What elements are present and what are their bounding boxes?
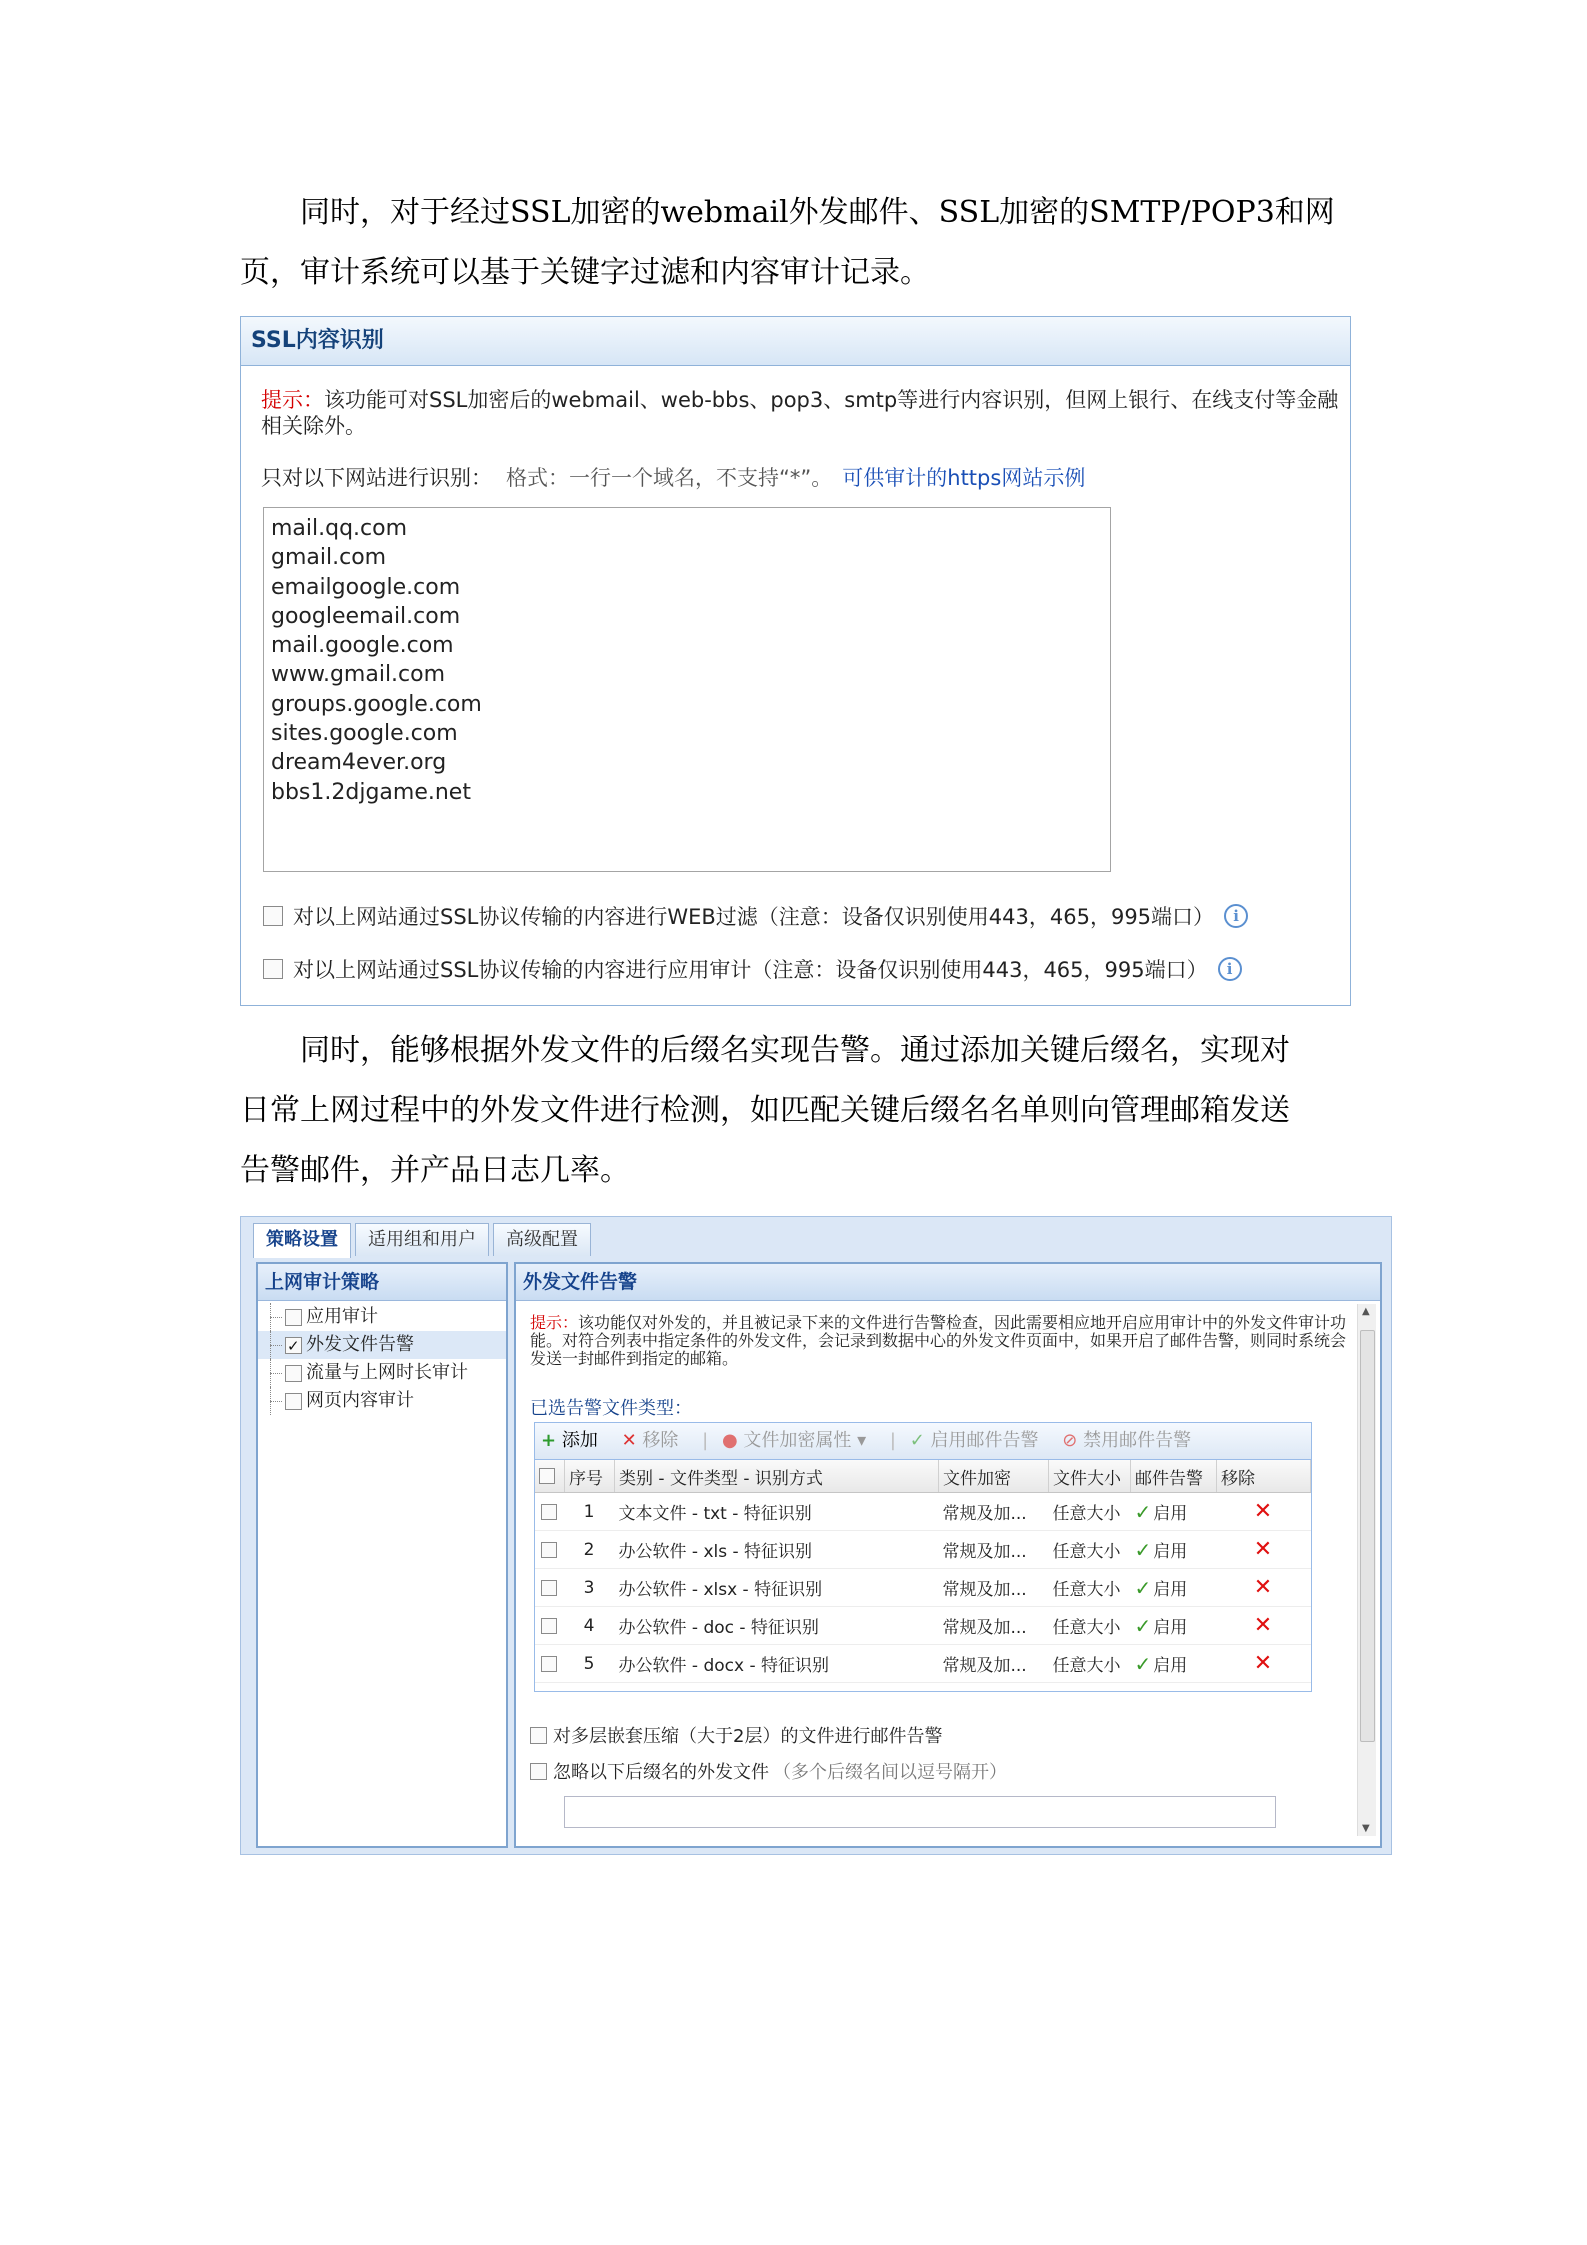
file-alert-title: 外发文件告警 — [516, 1264, 1380, 1301]
remove-row-icon[interactable]: ✕ — [1253, 1651, 1273, 1676]
tab-bar — [253, 1223, 595, 1257]
block-icon: ⊘ — [1062, 1430, 1078, 1451]
only-label: 只对以下网站进行识别： — [261, 466, 492, 490]
table-header-row — [535, 1460, 1311, 1493]
select-all-checkbox[interactable] — [539, 1468, 555, 1484]
row-checkbox[interactable] — [541, 1542, 557, 1558]
encrypt-attr-button[interactable]: ● 文件加密属性 ▾ — [721, 1430, 867, 1451]
enable-alert-button[interactable]: ✓ 启用邮件告警 — [909, 1430, 1039, 1451]
check-icon: ✓ — [1134, 1500, 1152, 1524]
row-checkbox[interactable] — [541, 1580, 557, 1596]
col-remove: 移除 — [1217, 1460, 1311, 1493]
row-checkbox[interactable] — [541, 1656, 557, 1672]
ignore-ext-checkbox[interactable] — [530, 1763, 547, 1780]
mail-alert-cell[interactable]: ✓ 启用 — [1131, 1531, 1217, 1569]
toolbar-divider: | — [889, 1430, 896, 1451]
https-example-link[interactable]: 可供审计的https网站示例 — [842, 466, 1086, 490]
domain-line: gmail.com — [271, 545, 387, 571]
tree-checkbox[interactable] — [285, 1309, 302, 1326]
delete-icon: ✕ — [621, 1430, 637, 1451]
remove-row-icon[interactable]: ✕ — [1253, 1613, 1273, 1638]
tip-label: 提示： — [261, 388, 324, 412]
alert-paragraph: 同时，能够根据外发文件的后缀名实现告警。通过添加关键后缀名，实现对 日常上网过程中的外发文件进行检测，如匹配关键后缀名名单则向管理邮箱发送 告警邮件，并产品日志几率。 — [240, 1033, 1290, 1188]
nested-archive-checkbox[interactable] — [530, 1727, 547, 1744]
warning-icon: ● — [721, 1430, 738, 1451]
app-audit-label: 对以上网站通过SSL协议传输的内容进行应用审计（注意：设备仅识别使用443，465，995端口） — [293, 958, 1208, 982]
add-button[interactable]: + 添加 — [541, 1430, 598, 1451]
domain-line: bbs1.2djgame.net — [271, 779, 471, 805]
nested-archive-option: 对多层嵌套压缩（大于2层）的文件进行邮件告警 — [530, 1722, 942, 1748]
ignore-ext-option: 忽略以下后缀名的外发文件 （多个后缀名间以逗号隔开） — [530, 1758, 1007, 1784]
intro-paragraph: 同时，对于经过SSL加密的webmail外发邮件、SSL加密的SMTP/POP3和网 页，审计系统可以基于关键字过滤和内容审计记录。 — [240, 195, 1335, 290]
table-row[interactable]: 1 文本文件 - txt - 特征识别 常规及加... 任意大小 ✓ 启用 ✕ — [535, 1493, 1311, 1531]
check-icon: ✓ — [1134, 1652, 1152, 1676]
scroll-down-icon[interactable]: ▼ — [1362, 1823, 1370, 1834]
info-icon[interactable]: i — [1218, 957, 1242, 981]
select-all-header — [535, 1460, 565, 1493]
domain-line: mail.qq.com — [271, 516, 408, 541]
remove-row-icon[interactable]: ✕ — [1253, 1537, 1273, 1562]
web-filter-label: 对以上网站通过SSL协议传输的内容进行WEB过滤（注意：设备仅识别使用443，465，995端口） — [293, 905, 1215, 929]
site-list-label-row — [261, 462, 1085, 492]
col-mail-alert: 邮件告警 — [1131, 1460, 1217, 1493]
table-row[interactable]: 3 办公软件 - xlsx - 特征识别 常规及加... 任意大小 ✓ 启用 ✕ — [535, 1569, 1311, 1607]
col-type: 类别 - 文件类型 - 识别方式 — [615, 1460, 939, 1493]
tree-item-traffic-audit[interactable]: 流量与上网时长审计 — [258, 1359, 506, 1387]
disable-alert-button[interactable]: ⊘ 禁用邮件告警 — [1062, 1430, 1192, 1451]
scroll-up-icon[interactable]: ▲ — [1362, 1306, 1370, 1317]
info-icon[interactable]: i — [1224, 904, 1248, 928]
remove-row-icon[interactable]: ✕ — [1253, 1499, 1273, 1524]
tree-checkbox-checked[interactable] — [285, 1337, 302, 1354]
plus-icon: + — [541, 1430, 557, 1451]
tree-item-app-audit[interactable]: 应用审计 — [258, 1303, 506, 1331]
check-icon: ✓ — [1134, 1614, 1152, 1638]
web-filter-checkbox[interactable] — [263, 906, 283, 926]
check-icon: ✓ — [909, 1430, 925, 1451]
mail-alert-cell[interactable]: ✓ 启用 — [1131, 1569, 1217, 1607]
check-icon: ✓ — [1134, 1576, 1152, 1600]
vertical-scrollbar[interactable] — [1357, 1304, 1376, 1836]
domain-line: www.gmail.com — [271, 662, 446, 688]
col-encrypt: 文件加密 — [939, 1460, 1049, 1493]
table-row[interactable]: 4 办公软件 - doc - 特征识别 常规及加... 任意大小 ✓ 启用 ✕ — [535, 1607, 1311, 1645]
domain-line: googleemail.com — [271, 603, 461, 629]
row-checkbox[interactable] — [541, 1618, 557, 1634]
web-filter-option — [263, 901, 1248, 931]
mail-alert-cell[interactable]: ✓ 启用 — [1131, 1645, 1217, 1683]
file-alert-tip: 提示：该功能仅对外发的，并且被记录下来的文件进行告警检查，因此需要相应地开启应用审计中的外发文件审计功能。对符合列表中指定条件的外发文件，会记录到数据中心的外发文件页面中，如果开启了邮件告警，则同时系统会发送一封邮件到指定的邮箱。 — [530, 1313, 1347, 1368]
domain-line: emailgoogle.com — [271, 574, 461, 600]
domain-line: groups.google.com — [271, 691, 482, 717]
policy-tree-panel — [256, 1262, 508, 1848]
mail-alert-cell[interactable]: ✓ 启用 — [1131, 1607, 1217, 1645]
ssl-tip — [261, 387, 1341, 439]
format-hint: 格式：一行一个域名，不支持“*”。 — [506, 466, 833, 490]
tab-advanced[interactable]: 高级配置 — [493, 1223, 591, 1256]
ssl-content-panel — [240, 316, 1351, 1006]
tab-groups-users[interactable]: 适用组和用户 — [355, 1223, 489, 1256]
tree-item-web-content-audit[interactable]: 网页内容审计 — [258, 1387, 506, 1415]
policy-tree-title: 上网审计策略 — [258, 1264, 506, 1301]
table-row[interactable]: 5 办公软件 - docx - 特征识别 常规及加... 任意大小 ✓ 启用 ✕ — [535, 1645, 1311, 1683]
mail-alert-cell[interactable]: ✓ 启用 — [1131, 1493, 1217, 1531]
ssl-panel-title: SSL内容识别 — [241, 317, 1350, 366]
table-row[interactable]: 2 办公软件 - xls - 特征识别 常规及加... 任意大小 ✓ 启用 ✕ — [535, 1531, 1311, 1569]
tree-checkbox[interactable] — [285, 1365, 302, 1382]
domain-line: dream4ever.org — [271, 750, 447, 776]
selected-types-label: 已选告警文件类型： — [530, 1398, 692, 1419]
file-alert-panel — [514, 1262, 1382, 1848]
tip-text: 该功能可对SSL加密后的webmail、web-bbs、pop3、smtp等进行内容识别，但网上银行、在线支付等金融相关除外。 — [261, 388, 1339, 438]
col-no: 序号 — [565, 1460, 615, 1493]
tree-checkbox[interactable] — [285, 1393, 302, 1410]
app-audit-option — [263, 954, 1242, 984]
scroll-thumb[interactable] — [1360, 1330, 1375, 1742]
ignore-ext-input[interactable] — [564, 1796, 1276, 1828]
file-type-table — [535, 1460, 1311, 1683]
file-type-grid — [534, 1422, 1312, 1692]
toolbar-divider: | — [702, 1430, 709, 1451]
row-checkbox[interactable] — [541, 1504, 557, 1520]
tree-item-file-alert[interactable]: ✓外发文件告警 — [258, 1331, 506, 1359]
app-audit-checkbox[interactable] — [263, 959, 283, 979]
domain-line: sites.google.com — [271, 721, 458, 747]
col-size: 文件大小 — [1049, 1460, 1131, 1493]
check-icon: ✓ — [1134, 1538, 1152, 1562]
remove-button[interactable]: ✕ 移除 — [621, 1430, 679, 1451]
domain-line: mail.google.com — [271, 633, 454, 659]
tab-policy-settings[interactable]: 策略设置 — [253, 1223, 351, 1258]
remove-row-icon[interactable]: ✕ — [1253, 1575, 1273, 1600]
grid-toolbar — [535, 1423, 1311, 1460]
domain-list-textarea[interactable] — [263, 507, 1111, 872]
outgoing-file-alert-screenshot — [240, 1216, 1392, 1855]
